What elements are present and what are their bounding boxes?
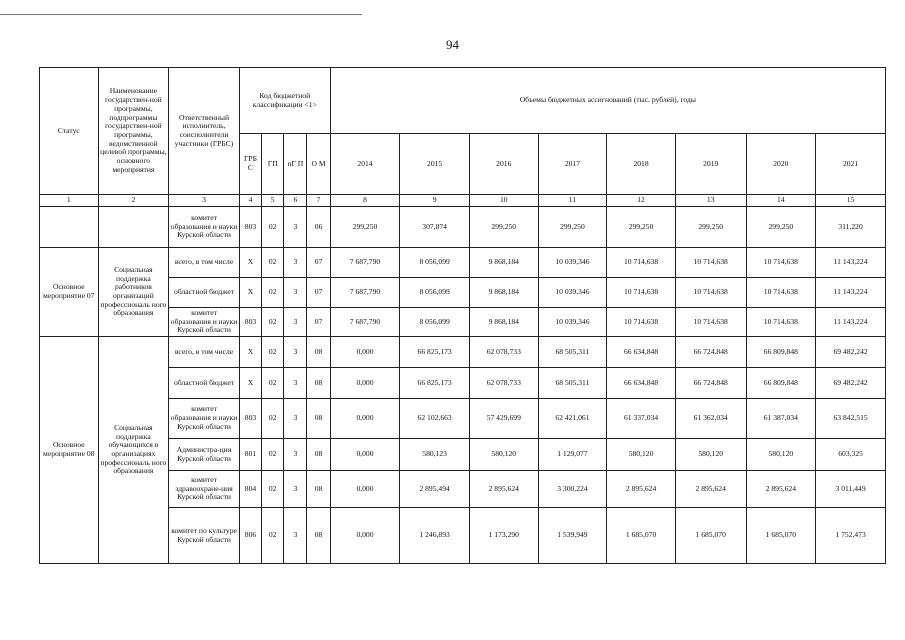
value-cell: 10 714,638	[746, 278, 816, 308]
col-number: 12	[607, 195, 676, 207]
value-cell: 11 143,224	[816, 248, 886, 278]
name-cell: Социальная поддержка обучающихся в организациях профессиональ ного образования	[98, 337, 169, 564]
value-cell: 299,250	[746, 207, 816, 248]
value-cell: 2 895,624	[746, 471, 816, 508]
code-cell: 02	[262, 308, 284, 337]
col-number: 15	[816, 195, 886, 207]
code-cell: 3	[284, 278, 307, 308]
value-cell: 0,000	[330, 399, 400, 439]
header-pgp: пГ П	[284, 134, 307, 195]
code-cell: 803	[239, 399, 261, 439]
value-cell: 299,250	[607, 207, 676, 248]
value-cell: 62 078,733	[469, 337, 538, 368]
executor-cell: всего, в том числе	[169, 248, 240, 278]
value-cell: 1 752,473	[816, 508, 886, 564]
value-cell: 66 724,848	[675, 337, 746, 368]
value-cell: 580,120	[469, 439, 538, 471]
code-cell: 02	[262, 337, 284, 368]
executor-cell: комитет образования и науки Курской области	[169, 207, 240, 248]
value-cell: 66 634,848	[607, 368, 676, 399]
value-cell: 1 685,070	[746, 508, 816, 564]
code-cell: 3	[284, 471, 307, 508]
value-cell: 61 387,034	[746, 399, 816, 439]
col-number: 7	[307, 195, 330, 207]
code-cell: 08	[307, 439, 330, 471]
value-cell: 61 362,034	[675, 399, 746, 439]
value-cell: 10 714,638	[607, 278, 676, 308]
code-cell: 02	[262, 439, 284, 471]
value-cell: 68 505,311	[538, 337, 607, 368]
executor-cell: Администра-ция Курской области	[169, 439, 240, 471]
value-cell: 10 714,638	[607, 248, 676, 278]
value-cell: 62 102,663	[400, 399, 470, 439]
code-cell: Х	[239, 337, 261, 368]
code-cell: 02	[262, 399, 284, 439]
col-number: 13	[675, 195, 746, 207]
value-cell: 9 868,184	[469, 248, 538, 278]
value-cell: 307,874	[400, 207, 470, 248]
executor-cell: комитет образования и науки Курской области	[169, 308, 240, 337]
header-om: О М	[307, 134, 330, 195]
executor-cell: областной бюджет	[169, 368, 240, 399]
col-number: 8	[330, 195, 400, 207]
col-number: 2	[98, 195, 169, 207]
code-cell: 08	[307, 471, 330, 508]
code-cell: 02	[262, 508, 284, 564]
value-cell: 62 421,061	[538, 399, 607, 439]
status-cell	[40, 207, 99, 248]
code-cell: 02	[262, 368, 284, 399]
col-number: 11	[538, 195, 607, 207]
value-cell: 2 895,494	[400, 471, 470, 508]
value-cell: 8 056,099	[400, 278, 470, 308]
header-gp: ГП	[262, 134, 284, 195]
col-number: 10	[469, 195, 538, 207]
executor-cell: всего, в том числе	[169, 337, 240, 368]
value-cell: 9 868,184	[469, 308, 538, 337]
value-cell: 69 482,242	[816, 368, 886, 399]
value-cell: 1 685,070	[675, 508, 746, 564]
value-cell: 10 039,346	[538, 308, 607, 337]
value-cell: 7 687,790	[330, 308, 400, 337]
code-cell: 3	[284, 368, 307, 399]
value-cell: 7 687,790	[330, 248, 400, 278]
value-cell: 1 246,893	[400, 508, 470, 564]
executor-cell: комитет здравоохране-ния Курской области	[169, 471, 240, 508]
value-cell: 66 724,848	[675, 368, 746, 399]
column-numbers-row	[40, 195, 886, 207]
header-year: 2018	[607, 134, 676, 195]
value-cell: 61 337,034	[607, 399, 676, 439]
value-cell: 603,325	[816, 439, 886, 471]
code-cell: 806	[239, 508, 261, 564]
value-cell: 10 714,638	[675, 308, 746, 337]
code-cell: 06	[307, 207, 330, 248]
code-cell: 3	[284, 207, 307, 248]
header-budget-code: Код бюджетной классификации <1>	[239, 68, 330, 134]
col-number: 4	[239, 195, 261, 207]
col-number: 9	[400, 195, 470, 207]
value-cell: 580,120	[675, 439, 746, 471]
value-cell: 7 687,790	[330, 278, 400, 308]
code-cell: 08	[307, 337, 330, 368]
value-cell: 0,000	[330, 337, 400, 368]
code-cell: 804	[239, 471, 261, 508]
code-cell: 07	[307, 248, 330, 278]
status-cell: Основное мероприятие 07	[40, 248, 99, 337]
value-cell: 66 825,173	[400, 337, 470, 368]
value-cell: 8 056,099	[400, 308, 470, 337]
header-year: 2021	[816, 134, 886, 195]
value-cell: 68 505,311	[538, 368, 607, 399]
header-row-1	[40, 68, 886, 134]
code-cell: 02	[262, 471, 284, 508]
code-cell: 801	[239, 439, 261, 471]
value-cell: 57 429,699	[469, 399, 538, 439]
code-cell: Х	[239, 248, 261, 278]
value-cell: 299,250	[330, 207, 400, 248]
status-cell: Основное мероприятие 08	[40, 337, 99, 564]
value-cell: 580,120	[607, 439, 676, 471]
col-number: 3	[169, 195, 240, 207]
top-rule	[0, 14, 362, 15]
code-cell: 08	[307, 368, 330, 399]
code-cell: 3	[284, 308, 307, 337]
code-cell: 02	[262, 248, 284, 278]
header-name: Наименование государствен-ной программы, подпрограммы государствен-ной программы, ведомственной целевой программы, основного мероприятия	[98, 68, 169, 195]
code-cell: 08	[307, 399, 330, 439]
value-cell: 1 685,070	[607, 508, 676, 564]
code-cell: 08	[307, 508, 330, 564]
value-cell: 10 714,638	[675, 278, 746, 308]
code-cell: 07	[307, 308, 330, 337]
code-cell: 3	[284, 248, 307, 278]
value-cell: 3 011,449	[816, 471, 886, 508]
value-cell: 10 714,638	[675, 248, 746, 278]
code-cell: 3	[284, 337, 307, 368]
value-cell: 1 129,077	[538, 439, 607, 471]
code-cell: Х	[239, 278, 261, 308]
value-cell: 9 868,184	[469, 278, 538, 308]
header-year: 2020	[746, 134, 816, 195]
value-cell: 66 634,848	[607, 337, 676, 368]
value-cell: 10 714,638	[746, 308, 816, 337]
code-cell: 803	[239, 308, 261, 337]
header-year: 2019	[675, 134, 746, 195]
value-cell: 580,123	[400, 439, 470, 471]
value-cell: 580,120	[746, 439, 816, 471]
executor-cell: областной бюджет	[169, 278, 240, 308]
value-cell: 1 539,949	[538, 508, 607, 564]
header-year: 2016	[469, 134, 538, 195]
header-executor: Ответственный исполнитель, соисполнители участники (ГРБС)	[169, 68, 240, 195]
col-number: 6	[284, 195, 307, 207]
header-year: 2014	[330, 134, 400, 195]
value-cell: 3 300,224	[538, 471, 607, 508]
table-row	[40, 248, 886, 278]
value-cell: 8 056,099	[400, 248, 470, 278]
value-cell: 2 895,624	[469, 471, 538, 508]
value-cell: 299,250	[675, 207, 746, 248]
value-cell: 66 809,848	[746, 337, 816, 368]
col-number: 14	[746, 195, 816, 207]
header-volumes: Объемы бюджетных ассигнований (тыс. рублей), годы	[330, 68, 885, 134]
header-year: 2017	[538, 134, 607, 195]
header-grbs: ГРБ С	[239, 134, 261, 195]
value-cell: 0,000	[330, 508, 400, 564]
value-cell: 10 039,346	[538, 278, 607, 308]
value-cell: 63 842,515	[816, 399, 886, 439]
col-number: 5	[262, 195, 284, 207]
code-cell: 3	[284, 399, 307, 439]
value-cell: 11 143,224	[816, 308, 886, 337]
value-cell: 299,250	[538, 207, 607, 248]
code-cell: 02	[262, 207, 284, 248]
table-row	[40, 207, 886, 248]
code-cell: 02	[262, 278, 284, 308]
value-cell: 299,250	[469, 207, 538, 248]
value-cell: 2 895,624	[675, 471, 746, 508]
value-cell: 66 825,173	[400, 368, 470, 399]
name-cell	[98, 207, 169, 248]
value-cell: 311,220	[816, 207, 886, 248]
code-cell: 07	[307, 278, 330, 308]
code-cell: 3	[284, 439, 307, 471]
value-cell: 10 714,638	[746, 248, 816, 278]
header-status: Статус	[40, 68, 99, 195]
value-cell: 66 809,848	[746, 368, 816, 399]
header-year: 2015	[400, 134, 470, 195]
table-row	[40, 337, 886, 368]
value-cell: 0,000	[330, 471, 400, 508]
value-cell: 69 482,242	[816, 337, 886, 368]
name-cell: Социальная поддержка работников организаций профессиональ ного образования	[98, 248, 169, 337]
budget-table	[39, 67, 886, 564]
executor-cell: комитет образования и науки Курской области	[169, 399, 240, 439]
value-cell: 62 078,733	[469, 368, 538, 399]
value-cell: 0,000	[330, 439, 400, 471]
value-cell: 10 714,638	[607, 308, 676, 337]
code-cell: 3	[284, 508, 307, 564]
code-cell: Х	[239, 368, 261, 399]
value-cell: 2 895,624	[607, 471, 676, 508]
value-cell: 1 173,290	[469, 508, 538, 564]
page-number: 94	[446, 37, 459, 52]
col-number: 1	[40, 195, 99, 207]
value-cell: 10 039,346	[538, 248, 607, 278]
value-cell: 11 143,224	[816, 278, 886, 308]
code-cell: 803	[239, 207, 261, 248]
executor-cell: комитет по культуре Курской области	[169, 508, 240, 564]
value-cell: 0,000	[330, 368, 400, 399]
